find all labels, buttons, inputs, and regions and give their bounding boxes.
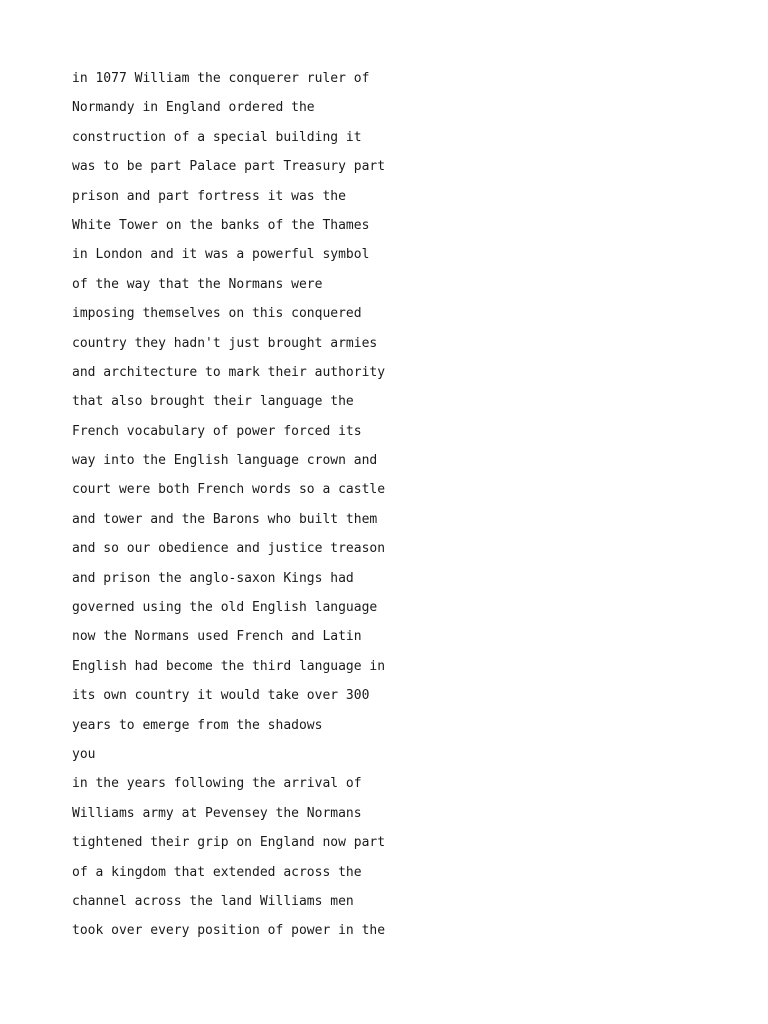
text-line: governed using the old English language bbox=[72, 600, 378, 616]
text-line: way into the English language crown and bbox=[72, 453, 378, 469]
text-line: country they hadn't just brought armies bbox=[72, 335, 378, 351]
text-line: you bbox=[72, 746, 96, 762]
text-line: of the way that the Normans were bbox=[72, 276, 323, 292]
text-line: and so our obedience and justice treason bbox=[72, 541, 386, 557]
text-line: of a kingdom that extended across the bbox=[72, 864, 362, 880]
text-line: now the Normans used French and Latin bbox=[72, 629, 362, 645]
text-line: prison and part fortress it was the bbox=[72, 188, 346, 204]
text-line: in London and it was a powerful symbol bbox=[72, 247, 370, 263]
text-line: French vocabulary of power forced its bbox=[72, 423, 362, 439]
text-line: in the years following the arrival of bbox=[72, 776, 362, 792]
text-line: court were both French words so a castle bbox=[72, 482, 386, 498]
text-line: White Tower on the banks of the Thames bbox=[72, 217, 370, 233]
text-line: construction of a special building it bbox=[72, 129, 362, 145]
text-line: imposing themselves on this conquered bbox=[72, 306, 362, 322]
text-line: that also brought their language the bbox=[72, 394, 354, 410]
text-line: years to emerge from the shadows bbox=[72, 717, 323, 733]
text-line: English had become the third language in bbox=[72, 658, 386, 674]
text-line: took over every position of power in the bbox=[72, 923, 386, 939]
text-line: Normandy in England ordered the bbox=[72, 100, 315, 116]
text-line: was to be part Palace part Treasury part bbox=[72, 159, 386, 175]
text-line: tightened their grip on England now part bbox=[72, 835, 386, 851]
text-line: Williams army at Pevensey the Normans bbox=[72, 805, 362, 821]
text-line: in 1077 William the conquerer ruler of bbox=[72, 71, 370, 86]
text-line: and tower and the Barons who built them bbox=[72, 511, 378, 527]
text-line: its own country it would take over 300 bbox=[72, 688, 370, 704]
transcript-text bbox=[72, 64, 712, 946]
text-line: and architecture to mark their authority bbox=[72, 364, 386, 380]
text-line: and prison the anglo-saxon Kings had bbox=[72, 570, 354, 586]
text-line: channel across the land Williams men bbox=[72, 893, 354, 909]
